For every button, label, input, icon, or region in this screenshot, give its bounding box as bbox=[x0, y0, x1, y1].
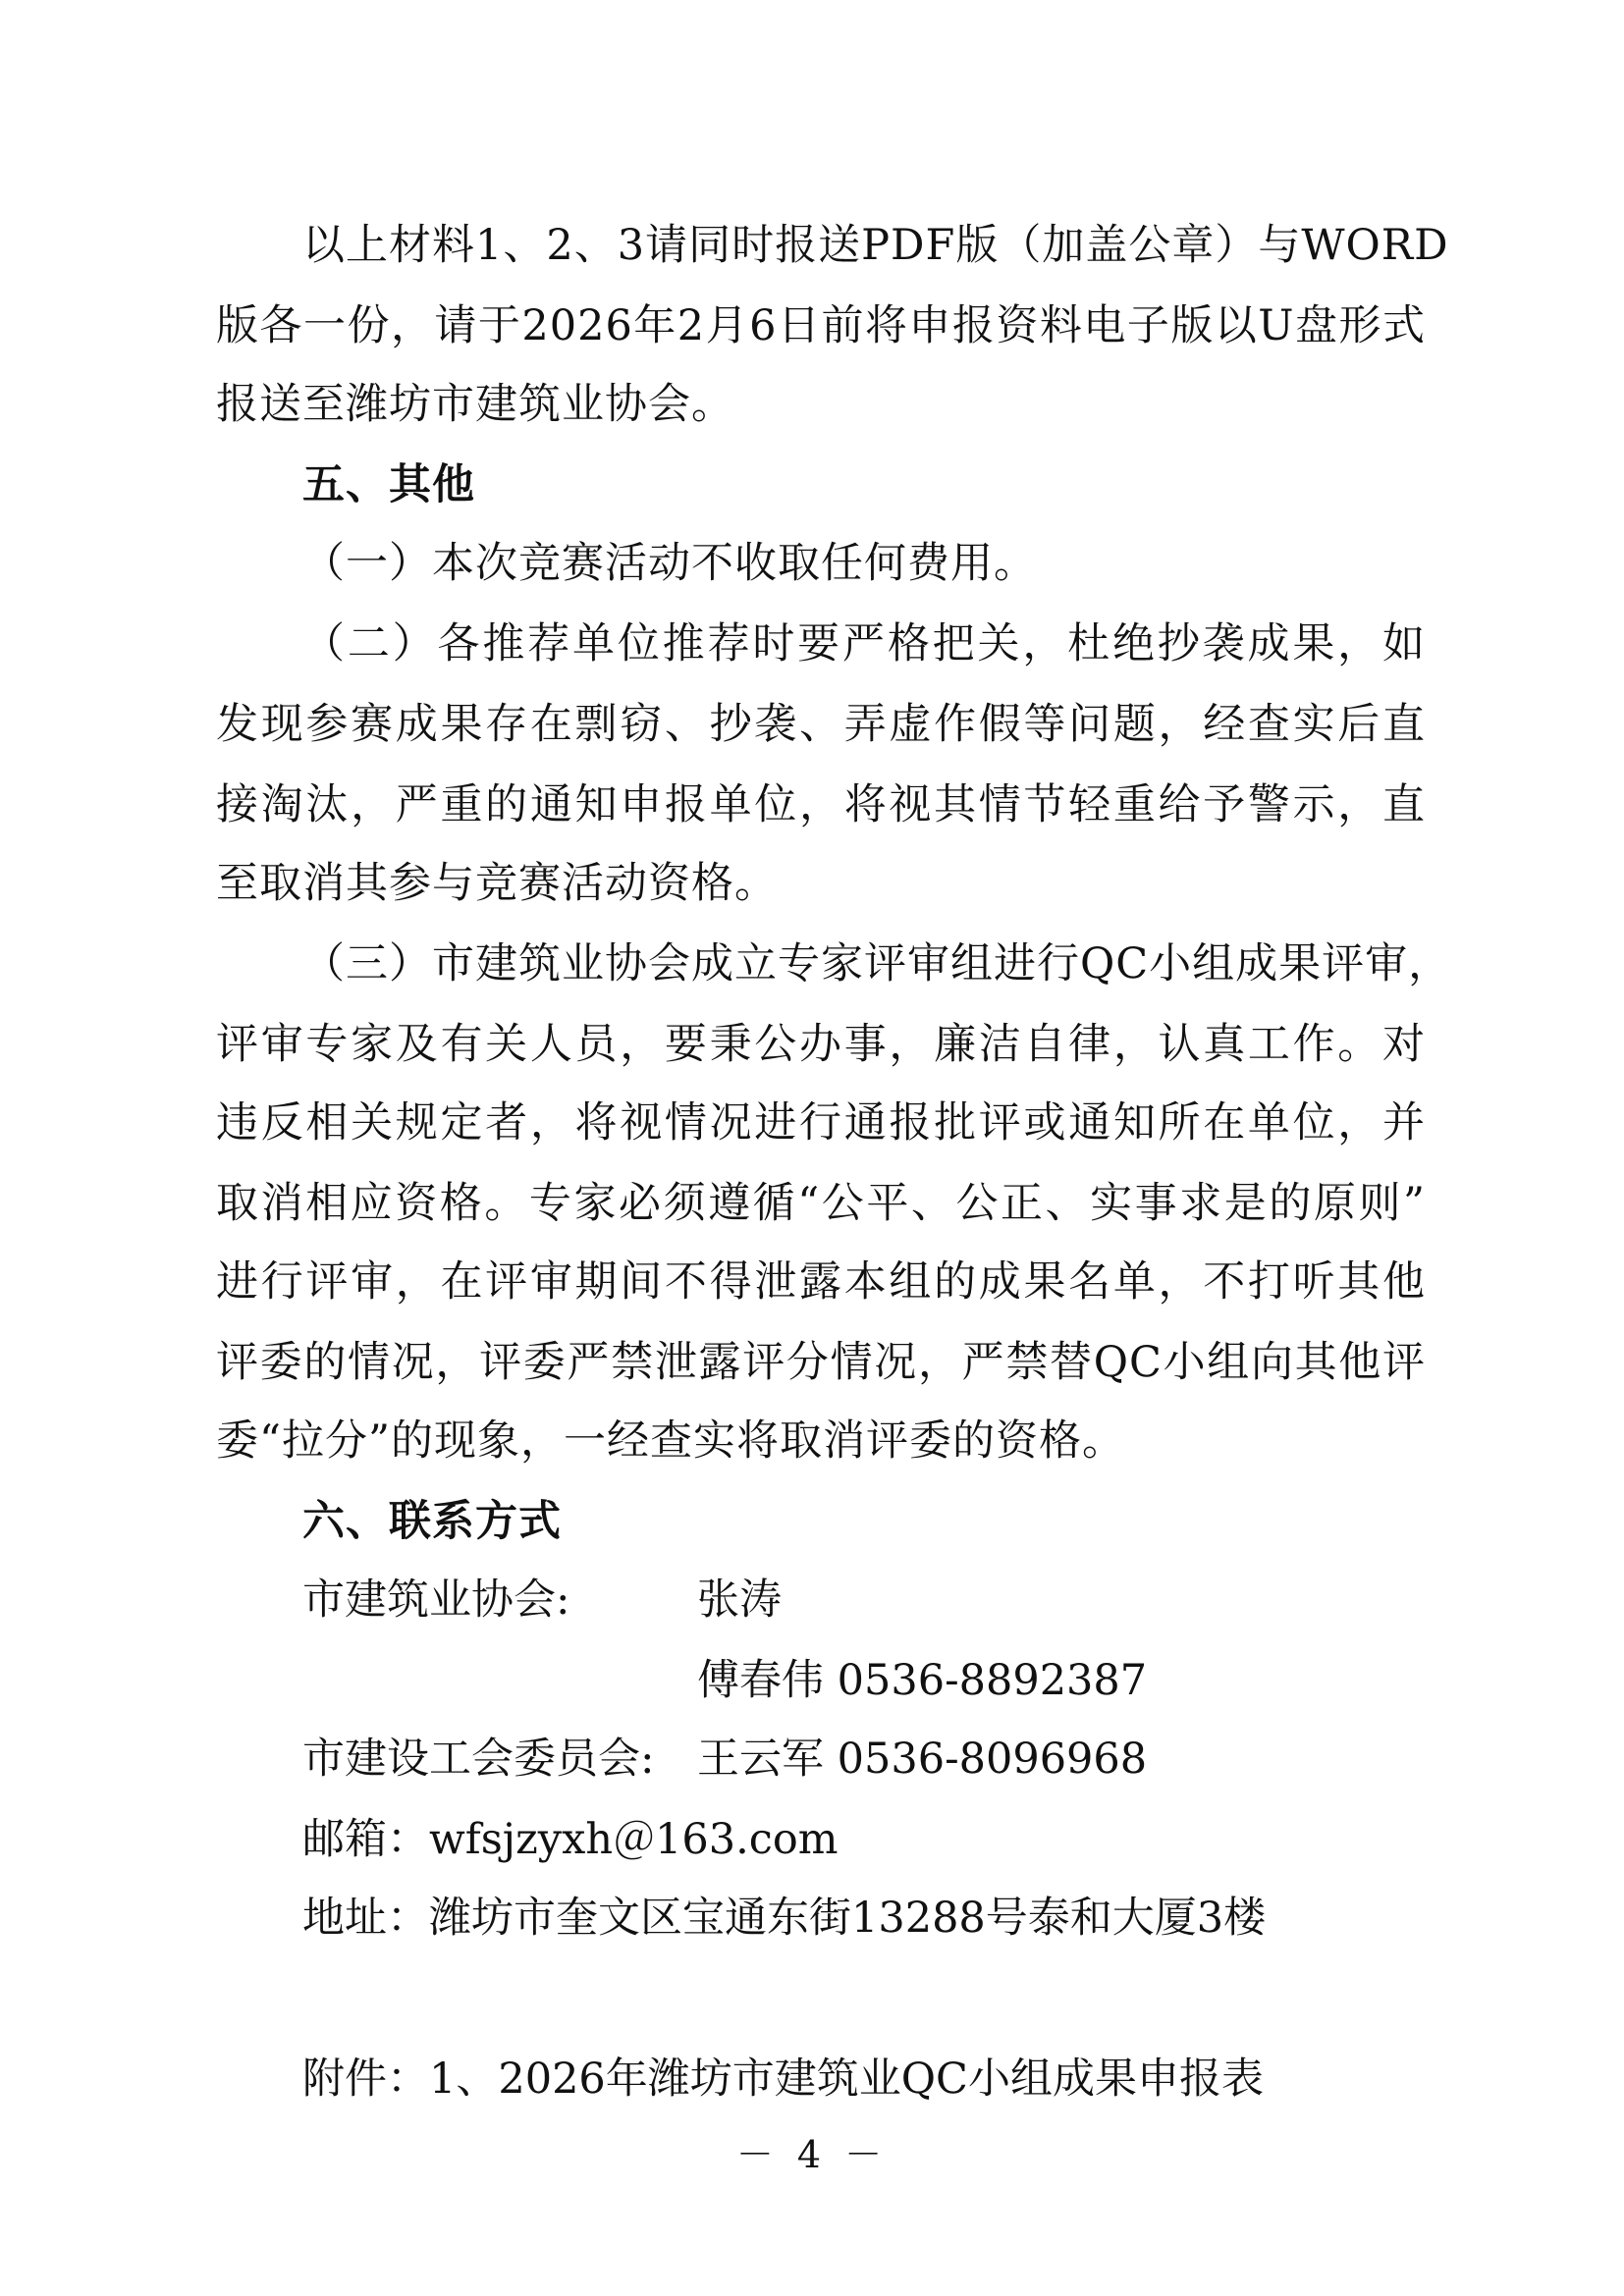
attachment-line: 附件：1、2026年潍坊市建筑业QC小组成果申报表 bbox=[302, 2055, 1264, 2104]
page-number: － 4 － bbox=[735, 2133, 889, 2176]
section-5-item-3-line-3: 违反相关规定者，将视情况进行通报批评或通知所在单位，并 bbox=[216, 1098, 1426, 1148]
materials-line-3: 报送至潍坊市建筑业协会。 bbox=[216, 380, 734, 429]
assoc-label: 市建筑业协会: bbox=[302, 1575, 570, 1625]
address-line: 地址：潍坊市奎文区宝通东街13288号泰和大厦3楼 bbox=[302, 1894, 1267, 1943]
section-5-item-3-line-4: 取消相应资格。专家必须遵循“公平、公正、实事求是的原则” bbox=[216, 1179, 1426, 1228]
materials-line-1: 以上材料1、2、3请同时报送PDF版（加盖公章）与WORD bbox=[302, 221, 1449, 270]
section-5-item-2-line-2: 发现参赛成果存在剽窃、抄袭、弄虚作假等问题，经查实后直 bbox=[216, 700, 1426, 749]
section-5-item-2-line-4: 至取消其参与竞赛活动资格。 bbox=[216, 859, 778, 908]
section-5-item-3-line-2: 评审专家及有关人员，要秉公办事，廉洁自律，认真工作。对 bbox=[216, 1020, 1426, 1069]
email-line: 邮箱：wfsjzyxh＠163.com bbox=[302, 1815, 839, 1864]
section-5-item-2-line-3: 接淘汰，严重的通知申报单位，将视其情节轻重给予警示，直 bbox=[216, 780, 1426, 829]
union-label: 市建设工会委员会: bbox=[302, 1735, 655, 1784]
union-contact: 王云军 0536-8096968 bbox=[697, 1735, 1148, 1784]
section-5-item-3-line-5: 进行评审，在评审期间不得泄露本组的成果名单，不打听其他 bbox=[216, 1257, 1426, 1307]
section-5-item-1: （一）本次竞赛活动不收取任何费用。 bbox=[302, 539, 1037, 588]
assoc-contact-1: 张涛 bbox=[697, 1575, 782, 1625]
section-6-heading: 六、联系方式 bbox=[302, 1497, 562, 1546]
section-5-item-3-line-1: （三）市建筑业协会成立专家评审组进行QC小组成果评审， bbox=[302, 939, 1452, 988]
section-5-heading: 五、其他 bbox=[302, 460, 475, 509]
section-5-item-3-line-6: 评委的情况，评委严禁泄露评分情况，严禁替QC小组向其他评 bbox=[216, 1338, 1426, 1387]
section-5-item-3-line-7: 委“拉分”的现象，一经查实将取消评委的资格。 bbox=[216, 1416, 1125, 1466]
materials-line-2: 版各一份，请于2026年2月6日前将申报资料电子版以U盘形式 bbox=[216, 301, 1426, 350]
section-5-item-2-line-1: （二）各推荐单位推荐时要严格把关，杜绝抄袭成果，如 bbox=[302, 619, 1426, 668]
assoc-contact-2: 傅春伟 0536-8892387 bbox=[697, 1656, 1148, 1705]
